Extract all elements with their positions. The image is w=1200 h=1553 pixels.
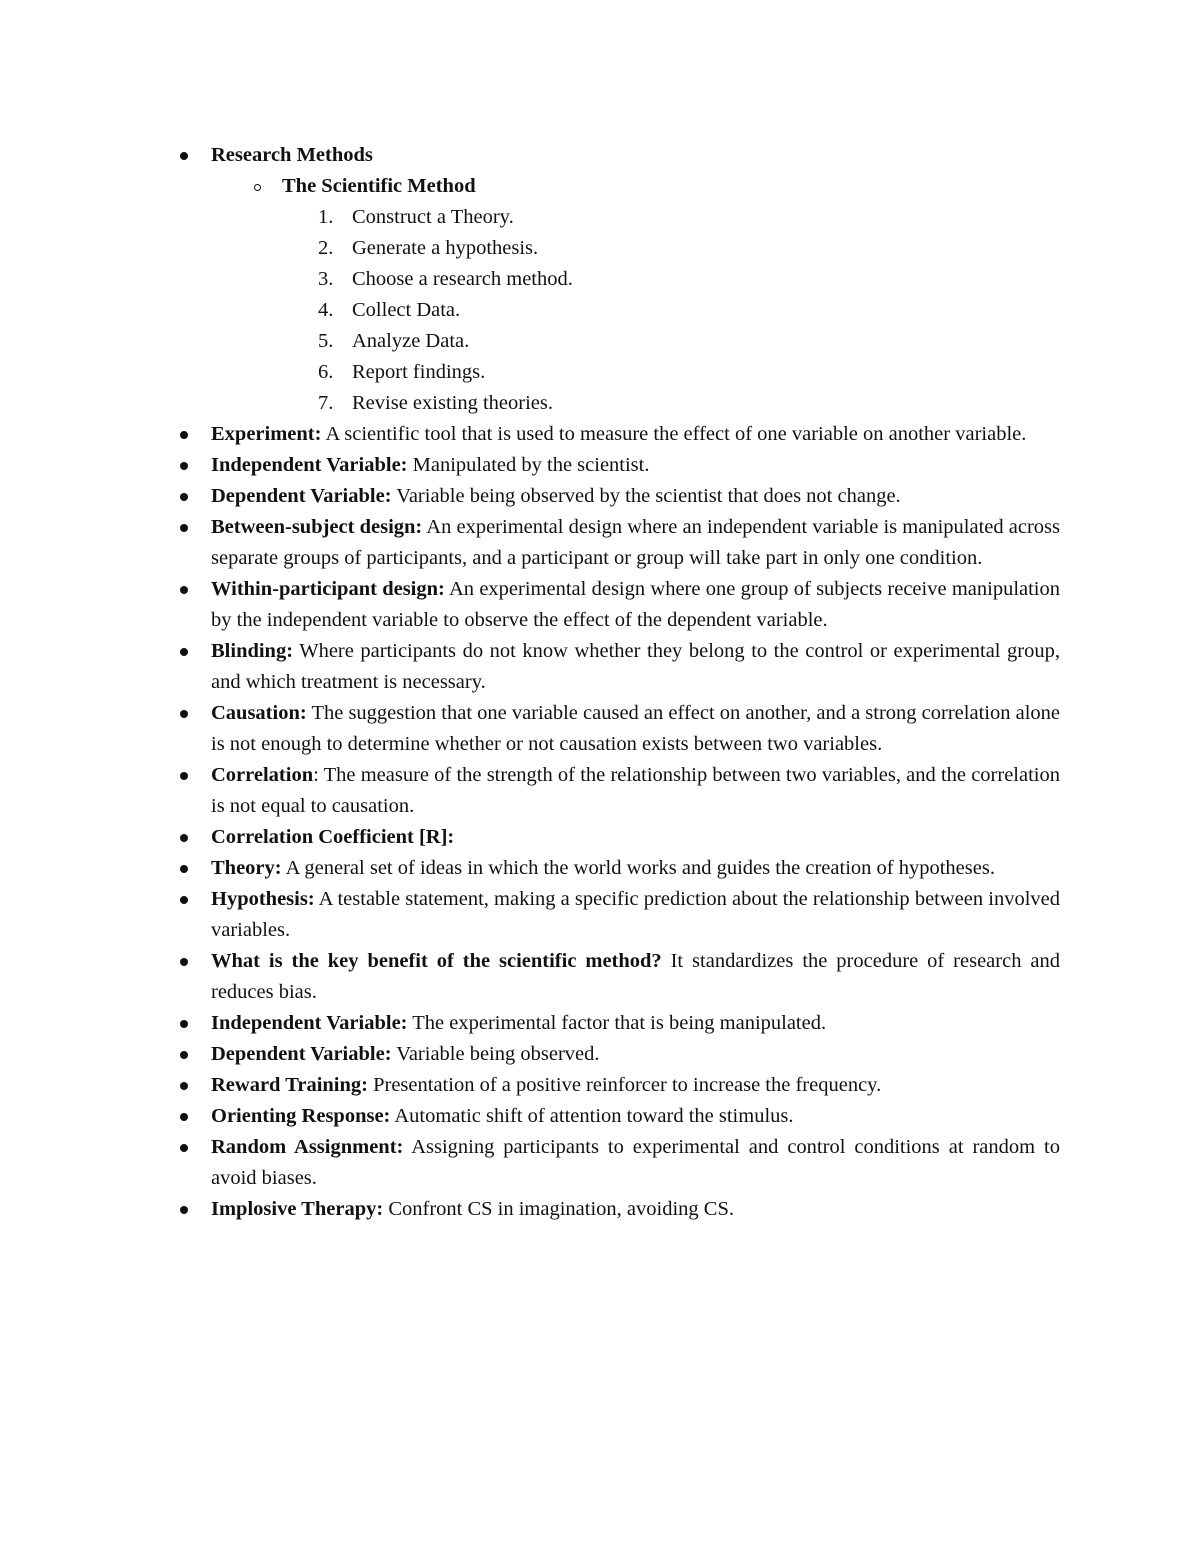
step-item xyxy=(174,202,1060,233)
term-label: Between-subject design: xyxy=(211,516,423,538)
term-label: Independent Variable: xyxy=(211,1012,408,1034)
bullet-icon xyxy=(180,152,188,160)
term-item xyxy=(174,1132,1060,1194)
bullet-icon xyxy=(180,1113,188,1121)
term-item xyxy=(174,1039,1060,1070)
term-definition: Confront CS in imagination, avoiding CS. xyxy=(383,1198,734,1220)
term-label: Theory: xyxy=(211,857,282,879)
bullet-icon xyxy=(180,958,188,966)
term-item xyxy=(174,574,1060,636)
bullet-icon xyxy=(180,431,188,439)
bullet-icon xyxy=(180,772,188,780)
sub-item-heading xyxy=(174,171,1060,202)
term-label: Blinding: xyxy=(211,640,294,662)
step-text: Revise existing theories. xyxy=(352,392,553,414)
term-definition: A scientific tool that is used to measure the effect of one variable on another variable. xyxy=(321,423,1027,445)
bullet-icon xyxy=(180,896,188,904)
term-item xyxy=(174,946,1060,1008)
step-number: 7. xyxy=(318,392,334,414)
term-definition: The experimental factor that is being manipulated. xyxy=(407,1012,827,1034)
term-label: Correlation Coefficient [R]: xyxy=(211,826,455,848)
term-definition: Assigning participants to experimental and control conditions at random to avoid biases. xyxy=(211,1136,1061,1189)
bullet-icon xyxy=(180,710,188,718)
term-definition: An experimental design where an independent variable is manipulated across separate groups of participants, and a participant or group will take part in only one condition. xyxy=(211,516,1060,569)
list-item-heading xyxy=(174,140,1060,171)
bullet-icon xyxy=(180,1144,188,1152)
term-definition: The suggestion that one variable caused an effect on another, and a strong correlation alone is not enough to determine whether or not causation exists between two variables. xyxy=(211,702,1060,755)
term-item xyxy=(174,698,1060,760)
term-item xyxy=(174,853,1060,884)
term-label: Dependent Variable: xyxy=(211,1043,392,1065)
term-label: Dependent Variable: xyxy=(211,485,392,507)
notes-list xyxy=(174,140,1060,1225)
term-definition: : The measure of the strength of the relationship between two variables, and the correlation is not equal to causation. xyxy=(211,764,1060,817)
term-item xyxy=(174,1101,1060,1132)
bullet-icon xyxy=(180,865,188,873)
step-item xyxy=(174,295,1060,326)
step-text: Generate a hypothesis. xyxy=(352,237,539,259)
step-item xyxy=(174,326,1060,357)
hollow-bullet-icon xyxy=(254,184,261,191)
term-item xyxy=(174,760,1060,822)
term-item xyxy=(174,1008,1060,1039)
bullet-icon xyxy=(180,1082,188,1090)
term-item xyxy=(174,822,1060,853)
term-item xyxy=(174,884,1060,946)
term-label: Hypothesis: xyxy=(211,888,315,910)
step-item xyxy=(174,233,1060,264)
step-item xyxy=(174,357,1060,388)
term-definition: Automatic shift of attention toward the stimulus. xyxy=(390,1105,794,1127)
step-item xyxy=(174,388,1060,419)
step-item xyxy=(174,264,1060,295)
step-number: 6. xyxy=(318,361,334,383)
term-label: Causation: xyxy=(211,702,307,724)
term-definition: Where participants do not know whether they belong to the control or experimental group, and which treatment is necessary. xyxy=(211,640,1060,693)
term-definition: Manipulated by the scientist. xyxy=(407,454,650,476)
term-label: Correlation xyxy=(211,764,314,786)
term-label: What is the key benefit of the scientific method? xyxy=(211,950,662,972)
term-label: Reward Training: xyxy=(211,1074,368,1096)
step-text: Choose a research method. xyxy=(352,268,573,290)
step-number: 5. xyxy=(318,330,334,352)
section-heading: Research Methods xyxy=(211,144,373,166)
step-number: 1. xyxy=(318,206,334,228)
step-number: 3. xyxy=(318,268,334,290)
term-item xyxy=(174,1070,1060,1101)
term-definition: A testable statement, making a specific prediction about the relationship between involved variables. xyxy=(211,888,1060,941)
term-definition: It standardizes the procedure of research and reduces bias. xyxy=(211,950,1060,1003)
term-label: Implosive Therapy: xyxy=(211,1198,384,1220)
step-number: 4. xyxy=(318,299,334,321)
step-text: Collect Data. xyxy=(352,299,461,321)
term-label: Random Assignment: xyxy=(211,1136,404,1158)
step-text: Analyze Data. xyxy=(352,330,470,352)
step-text: Construct a Theory. xyxy=(352,206,514,228)
step-number: 2. xyxy=(318,237,334,259)
step-text: Report findings. xyxy=(352,361,486,383)
bullet-icon xyxy=(180,493,188,501)
term-label: Orienting Response: xyxy=(211,1105,391,1127)
term-definition: An experimental design where one group of subjects receive manipulation by the independent variable to observe the effect of the dependent variable. xyxy=(211,578,1061,631)
bullet-icon xyxy=(180,648,188,656)
bullet-icon xyxy=(180,524,188,532)
term-item xyxy=(174,512,1060,574)
bullet-icon xyxy=(180,834,188,842)
term-item xyxy=(174,1194,1060,1225)
bullet-icon xyxy=(180,586,188,594)
sub-heading: The Scientific Method xyxy=(282,175,476,197)
bullet-icon xyxy=(180,1051,188,1059)
term-label: Within-participant design: xyxy=(211,578,445,600)
term-definition: Presentation of a positive reinforcer to increase the frequency. xyxy=(367,1074,882,1096)
bullet-icon xyxy=(180,462,188,470)
term-label: Experiment: xyxy=(211,423,322,445)
term-item xyxy=(174,481,1060,512)
bullet-icon xyxy=(180,1020,188,1028)
term-definition: Variable being observed. xyxy=(391,1043,600,1065)
term-item xyxy=(174,419,1060,450)
term-definition: Variable being observed by the scientist that does not change. xyxy=(391,485,901,507)
bullet-icon xyxy=(180,1206,188,1214)
term-label: Independent Variable: xyxy=(211,454,408,476)
term-item xyxy=(174,450,1060,481)
term-item xyxy=(174,636,1060,698)
term-definition: A general set of ideas in which the world works and guides the creation of hypotheses. xyxy=(281,857,995,879)
